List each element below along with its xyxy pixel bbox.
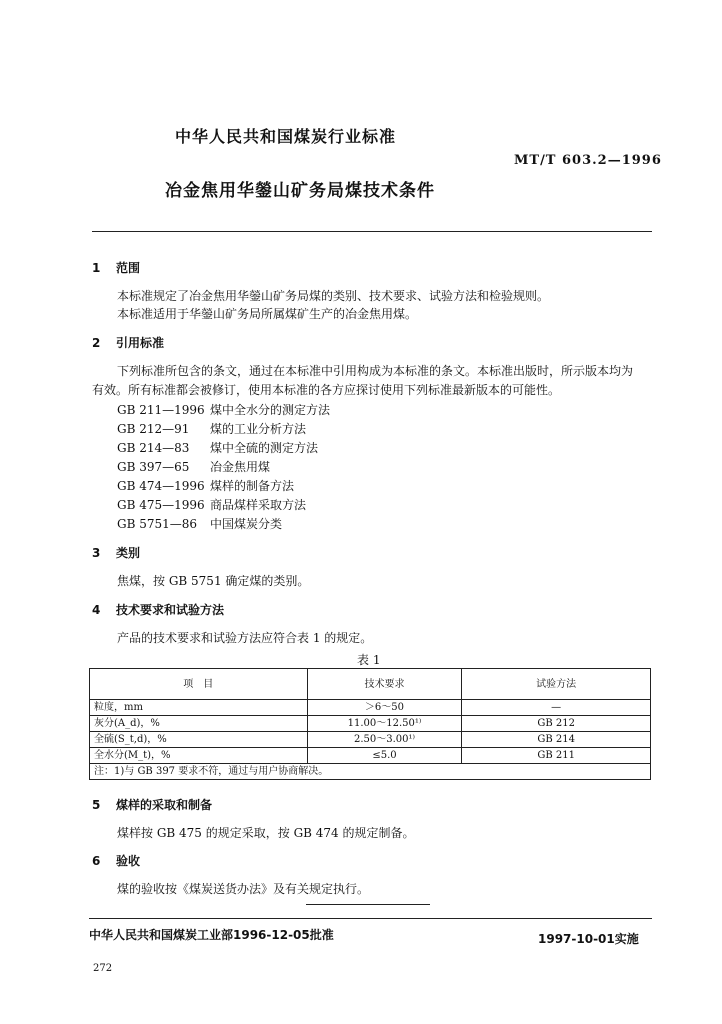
table-header-cell: 技术要求	[307, 669, 462, 700]
reference-item	[117, 477, 294, 494]
reference-title: 中国煤炭分类	[210, 517, 283, 531]
reference-title: 煤的工业分析方法	[210, 422, 307, 436]
section-heading-references	[92, 334, 164, 351]
section-title: 煤样的采取和制备	[116, 798, 213, 812]
reference-title: 商品煤样采取方法	[210, 498, 307, 512]
section-title: 验收	[116, 854, 141, 868]
table-header-cell: 项 目	[90, 669, 308, 700]
table-cell-item: 粒度，mm	[90, 700, 308, 716]
reference-code: GB 5751—86	[117, 517, 198, 531]
table-cell-requirement: 2.50～3.00¹⁾	[307, 732, 462, 748]
table-row	[90, 748, 651, 764]
table-header-cell: 试验方法	[462, 669, 651, 700]
reference-item	[117, 420, 306, 437]
document-title: 冶金焦用华鎣山矿务局煤技术条件	[165, 181, 435, 201]
end-mark-rule	[306, 904, 430, 905]
section-heading-technical	[92, 601, 224, 618]
standard-category: 中华人民共和国煤炭行业标准	[175, 127, 397, 146]
section-title: 范围	[116, 261, 141, 275]
reference-item	[117, 401, 330, 418]
section-number: 5	[92, 798, 101, 812]
acceptance-paragraph: 煤的验收按《煤炭送货办法》及有关规定执行。	[117, 882, 370, 896]
standard-code: MT/T 603.2—1996	[514, 153, 662, 168]
reference-item	[117, 439, 318, 456]
footer-divider	[89, 918, 652, 919]
table-cell-requirement: ＞6～50	[307, 700, 462, 716]
table-cell-requirement: ≤5.0	[307, 748, 462, 764]
category-paragraph: 焦煤，按 GB 5751 确定煤的类别。	[117, 574, 310, 588]
reference-item	[117, 515, 282, 532]
section-title: 技术要求和试验方法	[116, 603, 225, 617]
section-number: 6	[92, 854, 101, 868]
table-header-row	[90, 669, 651, 700]
reference-code: GB 397—65	[117, 460, 190, 474]
approval-issuer: 中华人民共和国煤炭工业部1996-12-05批准	[89, 928, 334, 942]
section-heading-category	[92, 544, 140, 561]
reference-title: 煤中全硫的测定方法	[210, 441, 319, 455]
reference-item	[117, 496, 306, 513]
table-caption: 表 1	[357, 653, 381, 667]
section-title: 引用标准	[116, 336, 165, 350]
effective-date: 1997-10-01实施	[538, 932, 639, 946]
reference-item	[117, 458, 270, 475]
section-number: 1	[92, 261, 101, 275]
reference-code: GB 214—83	[117, 441, 190, 455]
page-number: 272	[93, 963, 113, 974]
reference-code: GB 211—1996	[117, 403, 205, 417]
table-cell-method: —	[462, 700, 651, 716]
table-cell-item: 灰分(A_d)，%	[90, 716, 308, 732]
reference-code: GB 475—1996	[117, 498, 205, 512]
table-note-row	[90, 764, 651, 780]
sampling-paragraph: 煤样按 GB 475 的规定采取，按 GB 474 的规定制备。	[117, 826, 415, 840]
section-number: 4	[92, 603, 101, 617]
table-row	[90, 732, 651, 748]
reference-code: GB 474—1996	[117, 479, 205, 493]
section-number: 3	[92, 546, 101, 560]
reference-title: 冶金焦用煤	[210, 460, 271, 474]
section-heading-acceptance	[92, 852, 140, 869]
scope-paragraph-1: 本标准规定了冶金焦用华鎣山矿务局煤的类别、技术要求、试验方法和检验规则。	[117, 289, 550, 303]
table-row	[90, 716, 651, 732]
table-cell-method: GB 214	[462, 732, 651, 748]
reference-title: 煤样的制备方法	[210, 479, 295, 493]
reference-title: 煤中全水分的测定方法	[210, 403, 331, 417]
section-heading-scope	[92, 259, 140, 276]
table-row	[90, 700, 651, 716]
table-cell-item: 全水分(M_t)，%	[90, 748, 308, 764]
title-divider	[92, 231, 652, 232]
section-number: 2	[92, 336, 101, 350]
table-note: 注：1)与 GB 397 要求不符，通过与用户协商解决。	[90, 764, 651, 780]
table-cell-item: 全硫(S_t,d)，%	[90, 732, 308, 748]
section-heading-sampling	[92, 796, 212, 813]
table-cell-method: GB 212	[462, 716, 651, 732]
references-intro-line-2: 有效。所有标准都会被修订，使用本标准的各方应探讨使用下列标准最新版本的可能性。	[92, 383, 561, 397]
technical-paragraph: 产品的技术要求和试验方法应符合表 1 的规定。	[117, 631, 373, 645]
spec-table	[89, 668, 651, 780]
table-cell-requirement: 11.00～12.50¹⁾	[307, 716, 462, 732]
table-cell-method: GB 211	[462, 748, 651, 764]
scope-paragraph-2: 本标准适用于华鎣山矿务局所属煤矿生产的冶金焦用煤。	[117, 307, 418, 321]
reference-code: GB 212—91	[117, 422, 190, 436]
section-title: 类别	[116, 546, 141, 560]
references-intro-line-1: 下列标准所包含的条文，通过在本标准中引用构成为本标准的条文。本标准出版时，所示版本均为	[117, 364, 634, 378]
